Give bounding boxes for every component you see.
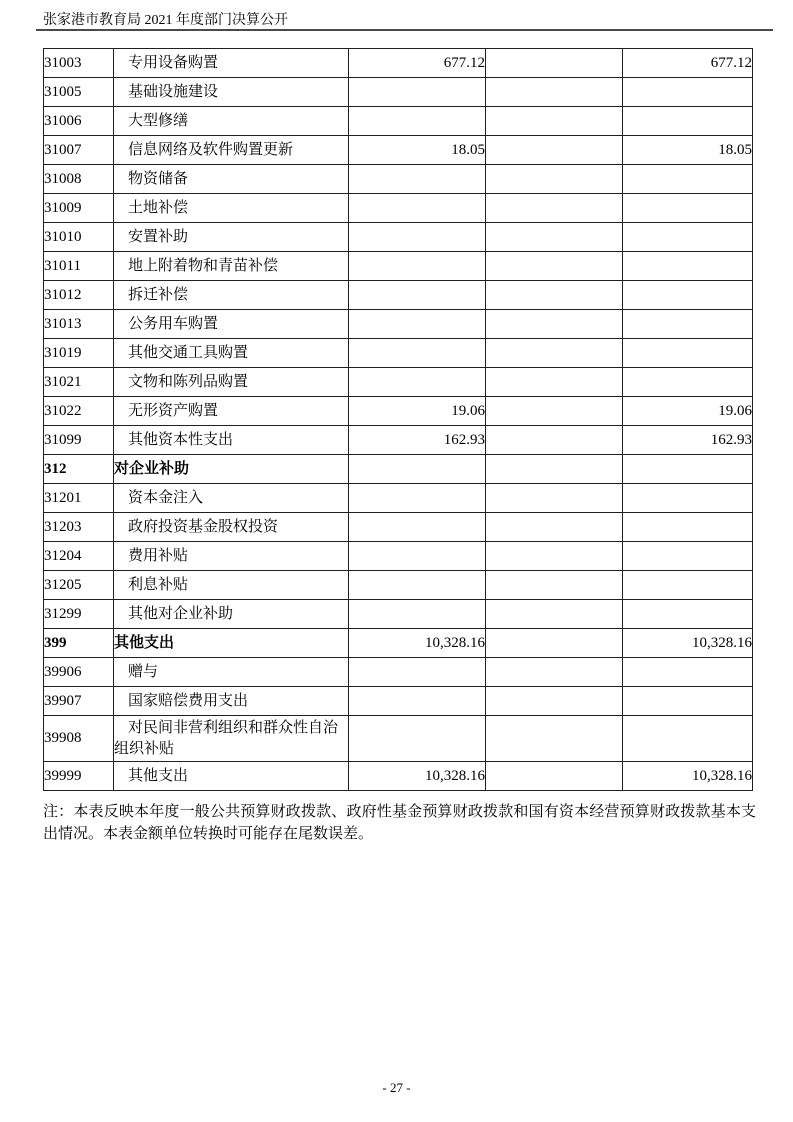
row-value-3 [623, 687, 753, 716]
row-value-2 [486, 426, 623, 455]
row-value-3 [623, 716, 753, 762]
table-row [44, 762, 753, 791]
row-value-2 [486, 600, 623, 629]
row-name: 利息补贴 [114, 571, 349, 600]
row-value-2 [486, 687, 623, 716]
row-value-1: 18.05 [349, 136, 486, 165]
row-value-2 [486, 397, 623, 426]
row-value-2 [486, 716, 623, 762]
row-code: 31007 [44, 136, 114, 165]
row-value-1: 162.93 [349, 426, 486, 455]
row-value-3: 10,328.16 [623, 762, 753, 791]
row-name: 其他资本性支出 [114, 426, 349, 455]
row-value-3 [623, 484, 753, 513]
row-value-3 [623, 571, 753, 600]
row-code: 31005 [44, 78, 114, 107]
row-name: 其他支出 [114, 762, 349, 791]
row-code: 31203 [44, 513, 114, 542]
row-code: 31022 [44, 397, 114, 426]
row-value-2 [486, 136, 623, 165]
table-row [44, 368, 753, 397]
row-code: 31019 [44, 339, 114, 368]
row-value-3: 10,328.16 [623, 629, 753, 658]
document-header [43, 12, 288, 29]
row-value-3 [623, 513, 753, 542]
row-value-3 [623, 223, 753, 252]
row-value-2 [486, 78, 623, 107]
row-value-2 [486, 281, 623, 310]
row-code: 31299 [44, 600, 114, 629]
row-value-1 [349, 687, 486, 716]
row-name: 其他对企业补助 [114, 600, 349, 629]
table-row [44, 165, 753, 194]
row-name: 资本金注入 [114, 484, 349, 513]
row-value-1 [349, 310, 486, 339]
row-code: 31003 [44, 49, 114, 78]
table-row [44, 78, 753, 107]
table-row [44, 658, 753, 687]
row-code: 31099 [44, 426, 114, 455]
table-row [44, 136, 753, 165]
row-code: 31204 [44, 542, 114, 571]
row-value-3 [623, 165, 753, 194]
row-name: 信息网络及软件购置更新 [114, 136, 349, 165]
row-name: 赠与 [114, 658, 349, 687]
row-value-2 [486, 542, 623, 571]
row-value-2 [486, 194, 623, 223]
row-code: 31008 [44, 165, 114, 194]
row-code: 31012 [44, 281, 114, 310]
row-value-2 [486, 252, 623, 281]
row-name: 费用补贴 [114, 542, 349, 571]
row-value-2 [486, 165, 623, 194]
table-row [44, 484, 753, 513]
row-value-1: 19.06 [349, 397, 486, 426]
row-name: 其他支出 [114, 629, 349, 658]
row-value-1 [349, 165, 486, 194]
row-value-2 [486, 571, 623, 600]
table-row [44, 252, 753, 281]
row-name: 大型修缮 [114, 107, 349, 136]
table-row [44, 194, 753, 223]
row-value-3: 19.06 [623, 397, 753, 426]
row-value-1 [349, 281, 486, 310]
row-value-3: 162.93 [623, 426, 753, 455]
row-name: 政府投资基金股权投资 [114, 513, 349, 542]
row-value-1 [349, 78, 486, 107]
row-value-1 [349, 542, 486, 571]
table-row [44, 281, 753, 310]
row-value-2 [486, 629, 623, 658]
budget-table [43, 48, 753, 791]
table-row [44, 600, 753, 629]
row-value-3 [623, 542, 753, 571]
table-row [44, 397, 753, 426]
row-name: 安置补助 [114, 223, 349, 252]
table-row [44, 310, 753, 339]
row-name: 文物和陈列品购置 [114, 368, 349, 397]
row-value-1 [349, 658, 486, 687]
row-value-1 [349, 368, 486, 397]
row-value-3 [623, 252, 753, 281]
row-name: 拆迁补偿 [114, 281, 349, 310]
row-value-1 [349, 600, 486, 629]
row-value-1 [349, 455, 486, 484]
row-name: 对企业补助 [114, 455, 349, 484]
row-code: 39907 [44, 687, 114, 716]
row-value-3 [623, 600, 753, 629]
row-value-2 [486, 223, 623, 252]
table-row [44, 571, 753, 600]
row-value-3 [623, 658, 753, 687]
row-value-3 [623, 310, 753, 339]
row-value-2 [486, 484, 623, 513]
row-value-2 [486, 339, 623, 368]
row-code: 31201 [44, 484, 114, 513]
row-name: 物资储备 [114, 165, 349, 194]
row-value-1: 10,328.16 [349, 629, 486, 658]
row-code: 312 [44, 455, 114, 484]
table-row [44, 49, 753, 78]
row-value-3: 18.05 [623, 136, 753, 165]
row-name: 对民间非营利组织和群众性自治组织补贴 [114, 716, 349, 762]
row-value-3 [623, 368, 753, 397]
row-code: 31205 [44, 571, 114, 600]
row-value-1 [349, 571, 486, 600]
row-value-3 [623, 339, 753, 368]
row-value-3 [623, 194, 753, 223]
row-code: 31010 [44, 223, 114, 252]
row-value-2 [486, 658, 623, 687]
row-code: 31009 [44, 194, 114, 223]
table-row [44, 426, 753, 455]
header-title: 张家港市教育局 2021 年度部门决算公开 [43, 13, 288, 28]
table-row [44, 542, 753, 571]
page-number: - 27 - [382, 1080, 411, 1095]
table-row [44, 687, 753, 716]
row-value-1 [349, 194, 486, 223]
row-value-1: 677.12 [349, 49, 486, 78]
row-name: 无形资产购置 [114, 397, 349, 426]
row-value-2 [486, 762, 623, 791]
row-name: 其他交通工具购置 [114, 339, 349, 368]
row-code: 31013 [44, 310, 114, 339]
row-value-1 [349, 339, 486, 368]
row-value-3 [623, 107, 753, 136]
header-rule [36, 29, 773, 31]
row-code: 39906 [44, 658, 114, 687]
row-value-1: 10,328.16 [349, 762, 486, 791]
row-value-2 [486, 455, 623, 484]
row-value-1 [349, 252, 486, 281]
table-row [44, 629, 753, 658]
row-name: 公务用车购置 [114, 310, 349, 339]
table-row [44, 455, 753, 484]
row-name: 国家赔偿费用支出 [114, 687, 349, 716]
row-value-1 [349, 107, 486, 136]
table-row [44, 339, 753, 368]
row-value-2 [486, 49, 623, 78]
row-value-2 [486, 368, 623, 397]
row-code: 39908 [44, 716, 114, 762]
row-name: 地上附着物和青苗补偿 [114, 252, 349, 281]
row-name: 土地补偿 [114, 194, 349, 223]
row-code: 31021 [44, 368, 114, 397]
table-row [44, 223, 753, 252]
row-value-3 [623, 281, 753, 310]
row-code: 31011 [44, 252, 114, 281]
table-row [44, 716, 753, 762]
row-value-2 [486, 513, 623, 542]
table-note: 注：本表反映本年度一般公共预算财政拨款、政府性基金预算财政拨款和国有资本经营预算财政拨款基本支出情况。本表金额单位转换时可能存在尾数误差。 [43, 804, 756, 842]
row-value-3: 677.12 [623, 49, 753, 78]
row-code: 31006 [44, 107, 114, 136]
table-body [44, 49, 753, 791]
row-code: 39999 [44, 762, 114, 791]
row-value-3 [623, 78, 753, 107]
row-code: 399 [44, 629, 114, 658]
table-row [44, 107, 753, 136]
row-value-2 [486, 310, 623, 339]
row-value-1 [349, 513, 486, 542]
table-row [44, 513, 753, 542]
row-name: 基础设施建设 [114, 78, 349, 107]
row-value-1 [349, 484, 486, 513]
row-value-1 [349, 223, 486, 252]
row-value-1 [349, 716, 486, 762]
row-name: 专用设备购置 [114, 49, 349, 78]
row-value-3 [623, 455, 753, 484]
row-value-2 [486, 107, 623, 136]
